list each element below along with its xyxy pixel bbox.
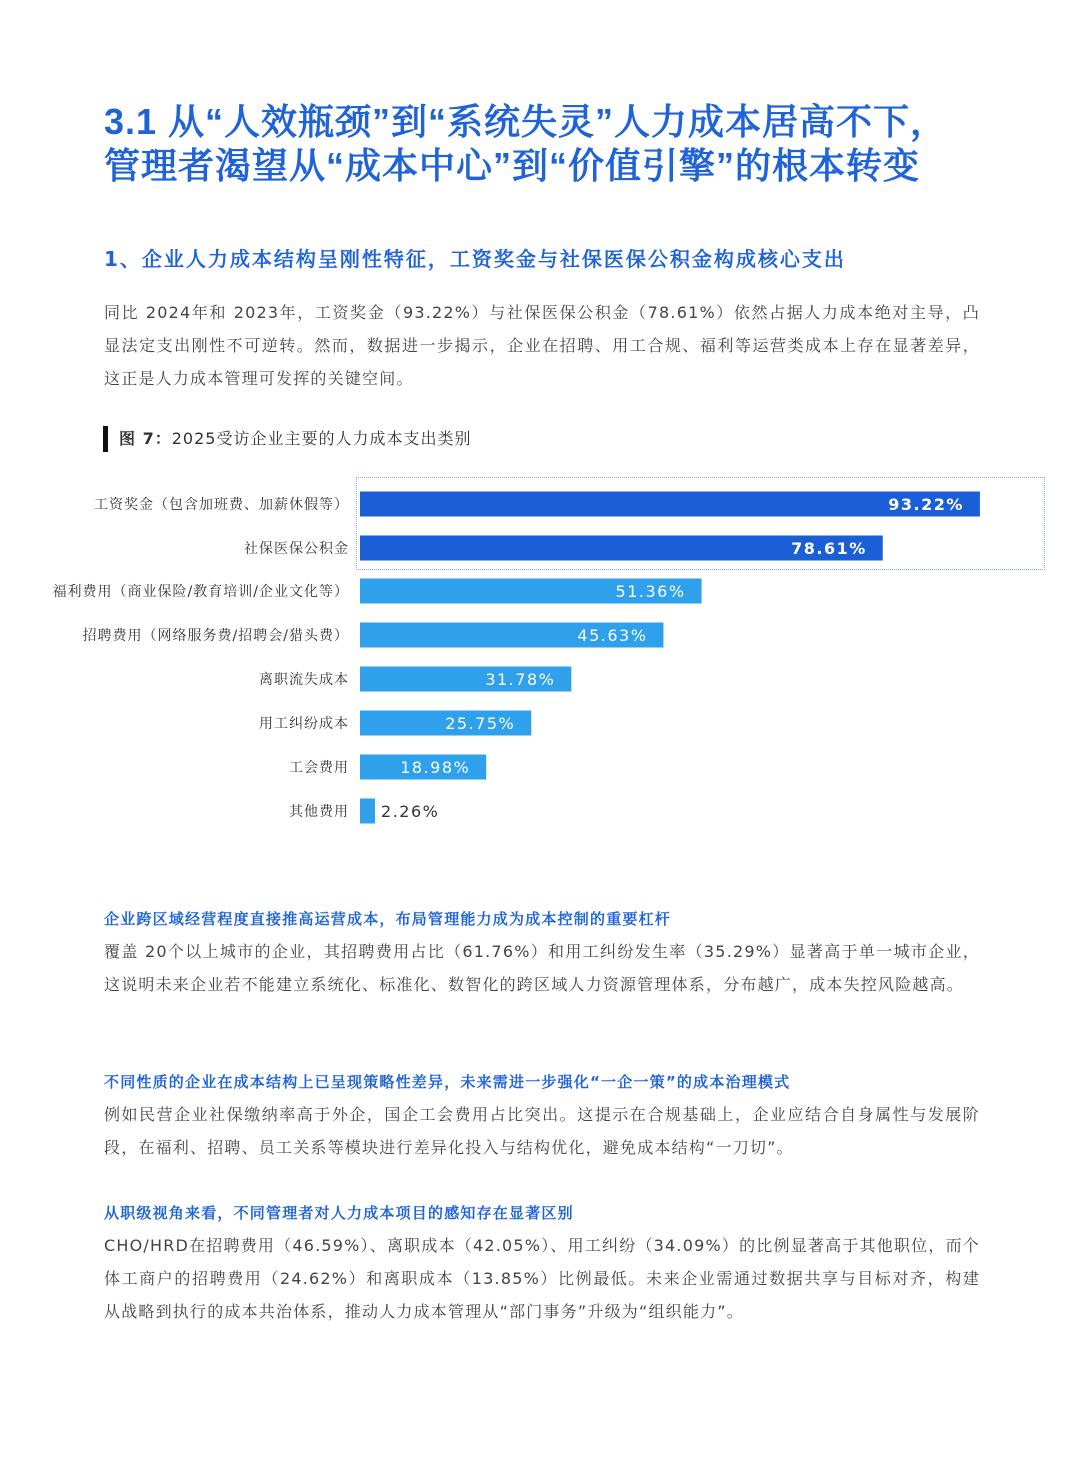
category-label: 用工纠纷成本 xyxy=(259,716,349,732)
category-label: 工资奖金（包含加班费、加薪休假等） xyxy=(94,497,349,513)
section-heading-regional: 企业跨区域经营程度直接推高运营成本，布局管理能力成为成本控制的重要杠杆 xyxy=(104,910,672,928)
category-label: 社保医保公积金 xyxy=(244,541,349,557)
value-label: 78.61% xyxy=(791,539,867,558)
category-label: 其他费用 xyxy=(289,804,349,820)
bar-chart xyxy=(0,470,1080,840)
figure-label: 图 7： xyxy=(119,429,172,448)
value-label: 31.78% xyxy=(485,670,556,689)
section-body-rank: CHO/HRD在招聘费用（46.59%）、离职成本（42.05%）、用工纠纷（34.09%）的比例显著高于其他职位，而个体工商户的招聘费用（24.62%）和离职成本（13.85%）比例最低。未来企业需通过数据共享与目标对齐，构建从战略到执行的成本共治体系，推动人力成本管理从“部门事务”升级为“组织能力”。 xyxy=(104,1236,980,1321)
category-label: 福利费用（商业保险/教育培训/企业文化等） xyxy=(52,584,349,600)
category-label: 离职流失成本 xyxy=(259,672,349,688)
intro-paragraph: 同比 2024年和 2023年，工资奖金（93.22%）与社保医保公积金（78.61%）依然占据人力成本绝对主导，凸显法定支出刚性不可逆转。然而，数据进一步揭示，企业在招聘、用工合规、福利等运营类成本上存在显著差异，这正是人力成本管理可发挥的关键空间。 xyxy=(104,303,980,388)
value-label: 2.26% xyxy=(381,802,440,821)
section-body-regional: 覆盖 20个以上城市的企业，其招聘费用占比（61.76%）和用工纠纷发生率（35.29%）显著高于单一城市企业，这说明未来企业若不能建立系统化、标准化、数智化的跨区域人力资源管理体系，分布越广，成本失控风险越高。 xyxy=(104,942,980,994)
section-subtitle: 1、企业人力成本结构呈刚性特征，工资奖金与社保医保公积金构成核心支出 xyxy=(104,247,846,271)
value-label: 18.98% xyxy=(400,758,471,777)
section-heading-ownership: 不同性质的企业在成本结构上已呈现策略性差异，未来需进一步强化“一企一策”的成本治理模式 xyxy=(104,1073,791,1091)
bar xyxy=(360,492,980,517)
value-label: 45.63% xyxy=(577,626,648,645)
category-label: 招聘费用（网络服务费/招聘会/猎头费） xyxy=(82,628,349,644)
value-label: 93.22% xyxy=(888,495,964,514)
bar xyxy=(360,799,375,824)
page-title: 3.1 从“人效瓶颈”到“系统失灵”人力成本居高不下，管理者渴望从“成本中心”到“价值引擎”的根本转变 xyxy=(104,101,948,186)
figure-caption xyxy=(103,426,471,452)
category-label: 工会费用 xyxy=(289,760,349,776)
section-heading-rank: 从职级视角来看，不同管理者对人力成本项目的感知存在显著区别 xyxy=(104,1204,574,1222)
value-label: 25.75% xyxy=(445,714,516,733)
value-label: 51.36% xyxy=(615,582,686,601)
figure-title: 2025受访企业主要的人力成本支出类别 xyxy=(171,429,472,448)
section-body-ownership: 例如民营企业社保缴纳率高于外企，国企工会费用占比突出。这提示在合规基础上，企业应结合自身属性与发展阶段，在福利、招聘、员工关系等模块进行差异化投入与结构优化，避免成本结构“一刀切”。 xyxy=(104,1105,980,1157)
